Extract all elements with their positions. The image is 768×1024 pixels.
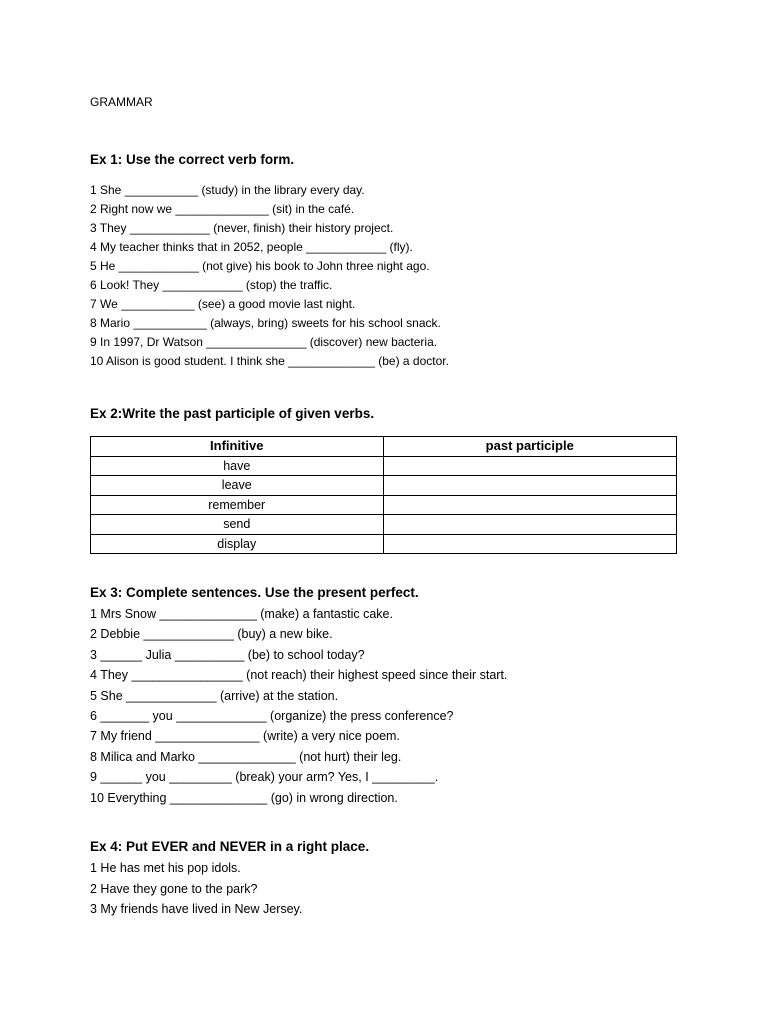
ex3-item: 3 ______ Julia __________ (be) to school today? [90,647,365,662]
answer-cell [383,534,677,554]
ex4-heading: Ex 4: Put EVER and NEVER in a right place. [90,839,370,854]
ex3-item: 8 Milica and Marko ______________ (not hurt) their leg. [90,749,402,764]
document-title: GRAMMAR [90,95,153,109]
ex1-item: 6 Look! They ____________ (stop) the traffic. [90,278,333,292]
ex2-heading: Ex 2:Write the past participle of given verbs. [90,406,375,421]
infinitive-cell: leave [91,476,384,496]
ex1-item: 8 Mario ___________ (always, bring) sweets for his school snack. [90,316,441,330]
infinitive-cell: send [91,515,384,535]
answer-cell [383,476,677,496]
ex4-list [90,858,302,920]
answer-cell [383,495,677,515]
ex4-item: 3 My friends have lived in New Jersey. [90,902,303,916]
infinitive-cell: remember [91,495,384,515]
ex1-item: 5 He ____________ (not give) his book to John three night ago. [90,259,430,273]
table-row [91,515,677,535]
ex3-item: 5 She _____________ (arrive) at the station. [90,688,339,703]
ex1-item: 3 They ____________ (never, finish) their history project. [90,221,394,235]
past-participle-table [90,436,677,554]
ex1-item: 1 She ___________ (study) in the library every day. [90,183,365,197]
answer-cell [383,515,677,535]
ex1-item: 7 We ___________ (see) a good movie last night. [90,297,356,311]
ex1-item: 9 In 1997, Dr Watson _______________ (discover) new bacteria. [90,335,438,349]
ex3-heading: Ex 3: Complete sentences. Use the present perfect. [90,585,419,600]
ex3-item: 2 Debbie _____________ (buy) a new bike. [90,627,333,642]
ex3-item: 1 Mrs Snow ______________ (make) a fantastic cake. [90,607,393,621]
ex3-item: 7 My friend _______________ (write) a very nice poem. [90,729,400,744]
ex3-item: 4 They ________________ (not reach) their highest speed since their start. [90,668,508,683]
ex4-item: 2 Have they gone to the park? [90,881,258,896]
ex1-list [90,181,449,371]
table-header-row [91,437,677,457]
ex3-item: 9 ______ you _________ (break) your arm? Yes, I _________. [90,770,439,785]
ex1-item: 10 Alison is good student. I think she _____________ (be) a doctor. [90,354,449,368]
ex1-item: 2 Right now we ______________ (sit) in the café. [90,202,355,216]
ex3-list [90,604,507,808]
ex3-item: 6 _______ you _____________ (organize) the press conference? [90,709,454,724]
ex3-item: 10 Everything ______________ (go) in wrong direction. [90,790,398,805]
table-row [91,456,677,476]
column-header-past-participle: past participle [383,437,677,457]
infinitive-cell: have [91,456,384,476]
table-row [91,495,677,515]
ex4-item: 1 He has met his pop idols. [90,861,241,875]
infinitive-cell: display [91,534,384,554]
column-header-infinitive: Infinitive [91,437,384,457]
ex1-heading: Ex 1: Use the correct verb form. [90,152,295,167]
table-row [91,476,677,496]
table-row [91,534,677,554]
answer-cell [383,456,677,476]
ex1-item: 4 My teacher thinks that in 2052, people ____________ (fly). [90,240,413,254]
